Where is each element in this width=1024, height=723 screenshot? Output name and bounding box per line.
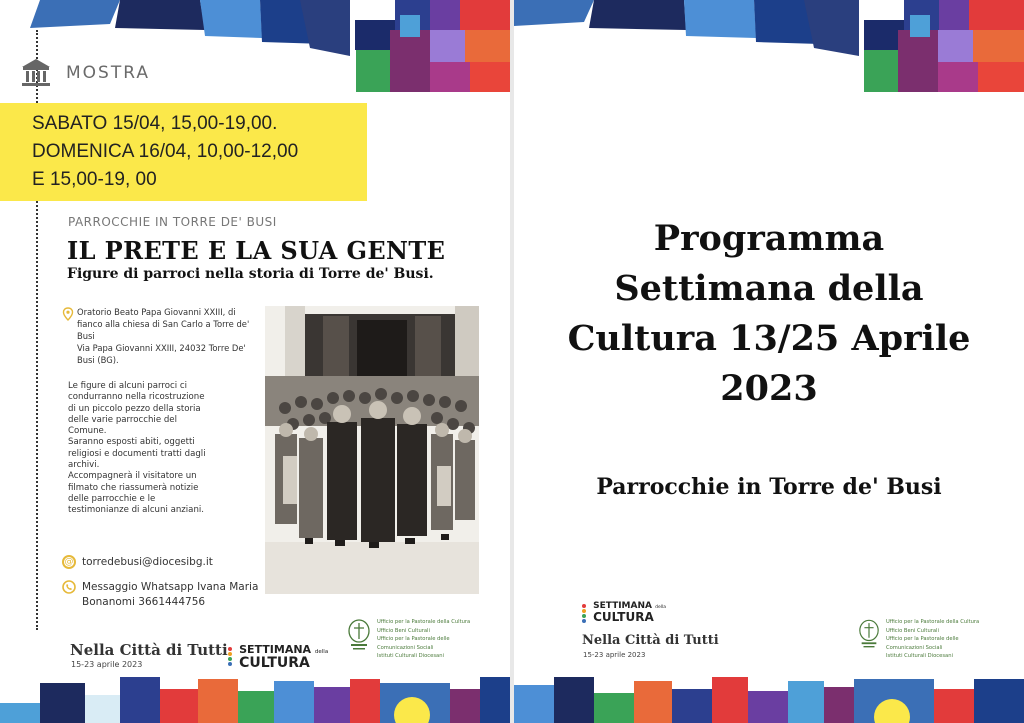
office-item: Ufficio per la Pastorale della Cultura: [377, 619, 471, 625]
office-item: Comunicazioni Sociali: [377, 644, 434, 651]
logo-word-della: della: [655, 605, 667, 610]
logo-word-cultura: CULTURA: [239, 654, 310, 671]
right-program-cover: [514, 0, 1024, 723]
organizer-label: PARROCCHIE IN TORRE DE' BUSI: [68, 215, 277, 229]
footer-dates: 15-23 aprile 2023: [71, 660, 143, 669]
office-item: Ufficio per la Pastorale della Cultura: [886, 619, 980, 625]
exhibition-title: IL PRETE E LA SUA GENTE: [67, 236, 446, 265]
footer-title: Nella Città di Tutti: [70, 641, 228, 659]
description-line: testimonianze di alcuni anziani.: [68, 505, 205, 516]
whatsapp-contact-line1: Messaggio Whatsapp Ivana Maria: [82, 581, 259, 593]
office-item: Ufficio per la Pastorale delle: [377, 636, 450, 642]
bottom-color-banner: [0, 673, 510, 723]
schedule-line-3: E 15,00-19, 00: [32, 169, 157, 190]
exhibition-description: [68, 381, 263, 517]
email-contact[interactable]: torredebusi@diocesibg.it: [82, 556, 213, 568]
program-title-line: Settimana della: [614, 268, 924, 309]
location-pin-icon: [62, 307, 74, 321]
office-item: Ufficio Beni Culturali: [886, 627, 939, 634]
top-color-banner: [514, 0, 1024, 100]
program-title-line: Programma: [653, 218, 885, 259]
logo-dots: [582, 604, 586, 623]
office-item: Comunicazioni Sociali: [886, 644, 943, 651]
left-flyer-page: [0, 0, 510, 723]
office-item: Istituti Culturali Diocesani: [886, 653, 953, 659]
description-line: Le figure di alcuni parroci ci: [68, 381, 187, 391]
address-line: Oratorio Beato Papa Giovanni XXIII, di: [77, 307, 236, 317]
whatsapp-icon: [62, 580, 76, 594]
schedule-line-1: SABATO 15/04, 15,00-19,00.: [32, 113, 278, 134]
whatsapp-contact-line2: Bonanomi 3661444756: [82, 596, 206, 608]
logo-word-settimana: SETTIMANA: [239, 643, 312, 656]
office-list: [886, 618, 979, 661]
footer-dates: 15-23 aprile 2023: [583, 651, 646, 659]
office-item: Ufficio Beni Culturali: [377, 627, 430, 634]
exhibition-subtitle: Figure di parroci nella storia di Torre de' Busi.: [67, 266, 434, 282]
office-item: Ufficio per la Pastorale delle: [886, 636, 959, 642]
footer-title: Nella Città di Tutti: [582, 633, 719, 648]
schedule-line-2: DOMENICA 16/04, 10,00-12,00: [32, 141, 299, 162]
description-line: Comune.: [68, 426, 107, 437]
diocese-seal-icon: [347, 619, 371, 653]
description-line: archivi.: [68, 460, 100, 471]
program-title-line: 2023: [720, 368, 818, 409]
program-subtitle: Parrocchie in Torre de' Busi: [596, 474, 942, 500]
address-line: Busi: [77, 331, 95, 341]
logo-word-cultura: CULTURA: [593, 610, 654, 624]
venue-address: [77, 306, 257, 366]
settimana-cultura-logo: [582, 602, 666, 624]
address-line: Via Papa Giovanni XXIII, 24032 Torre De': [77, 343, 246, 353]
description-line: delle varie parrocchie del: [68, 414, 177, 425]
diocese-seal-icon: [858, 619, 880, 651]
description-line: Saranno esposti abiti, oggetti: [68, 437, 195, 448]
description-line: Accompagnerà il visitatore un: [68, 471, 197, 482]
museum-icon: [20, 58, 52, 88]
address-line: Busi (BG).: [77, 355, 119, 365]
description-line: religiosi e documenti tratti dagli: [68, 448, 206, 459]
at-sign-icon: @: [62, 555, 76, 569]
historic-group-photo: [265, 306, 479, 594]
mostra-header: [20, 58, 150, 88]
description-line: filmato che riassumerà notizie: [68, 482, 199, 493]
office-item: Istituti Culturali Diocesani: [377, 653, 444, 659]
logo-dots: [228, 647, 232, 666]
office-list: [377, 618, 470, 661]
description-line: condurranno nella ricostruzione: [68, 392, 205, 403]
description-line: di un piccolo pezzo della storia: [68, 403, 201, 414]
settimana-cultura-logo: [228, 644, 328, 670]
bottom-color-banner: [514, 673, 1024, 723]
logo-word-settimana: SETTIMANA: [593, 601, 652, 611]
address-line: fianco alla chiesa di San Carlo a Torre de': [77, 319, 250, 329]
description-line: delle parrocchie e le: [68, 493, 156, 504]
schedule-box: [0, 103, 367, 201]
logo-word-della: della: [314, 649, 329, 655]
program-title-line: Cultura 13/25 Aprile: [567, 318, 971, 359]
program-title: [554, 214, 984, 414]
section-label: MOSTRA: [66, 63, 150, 83]
